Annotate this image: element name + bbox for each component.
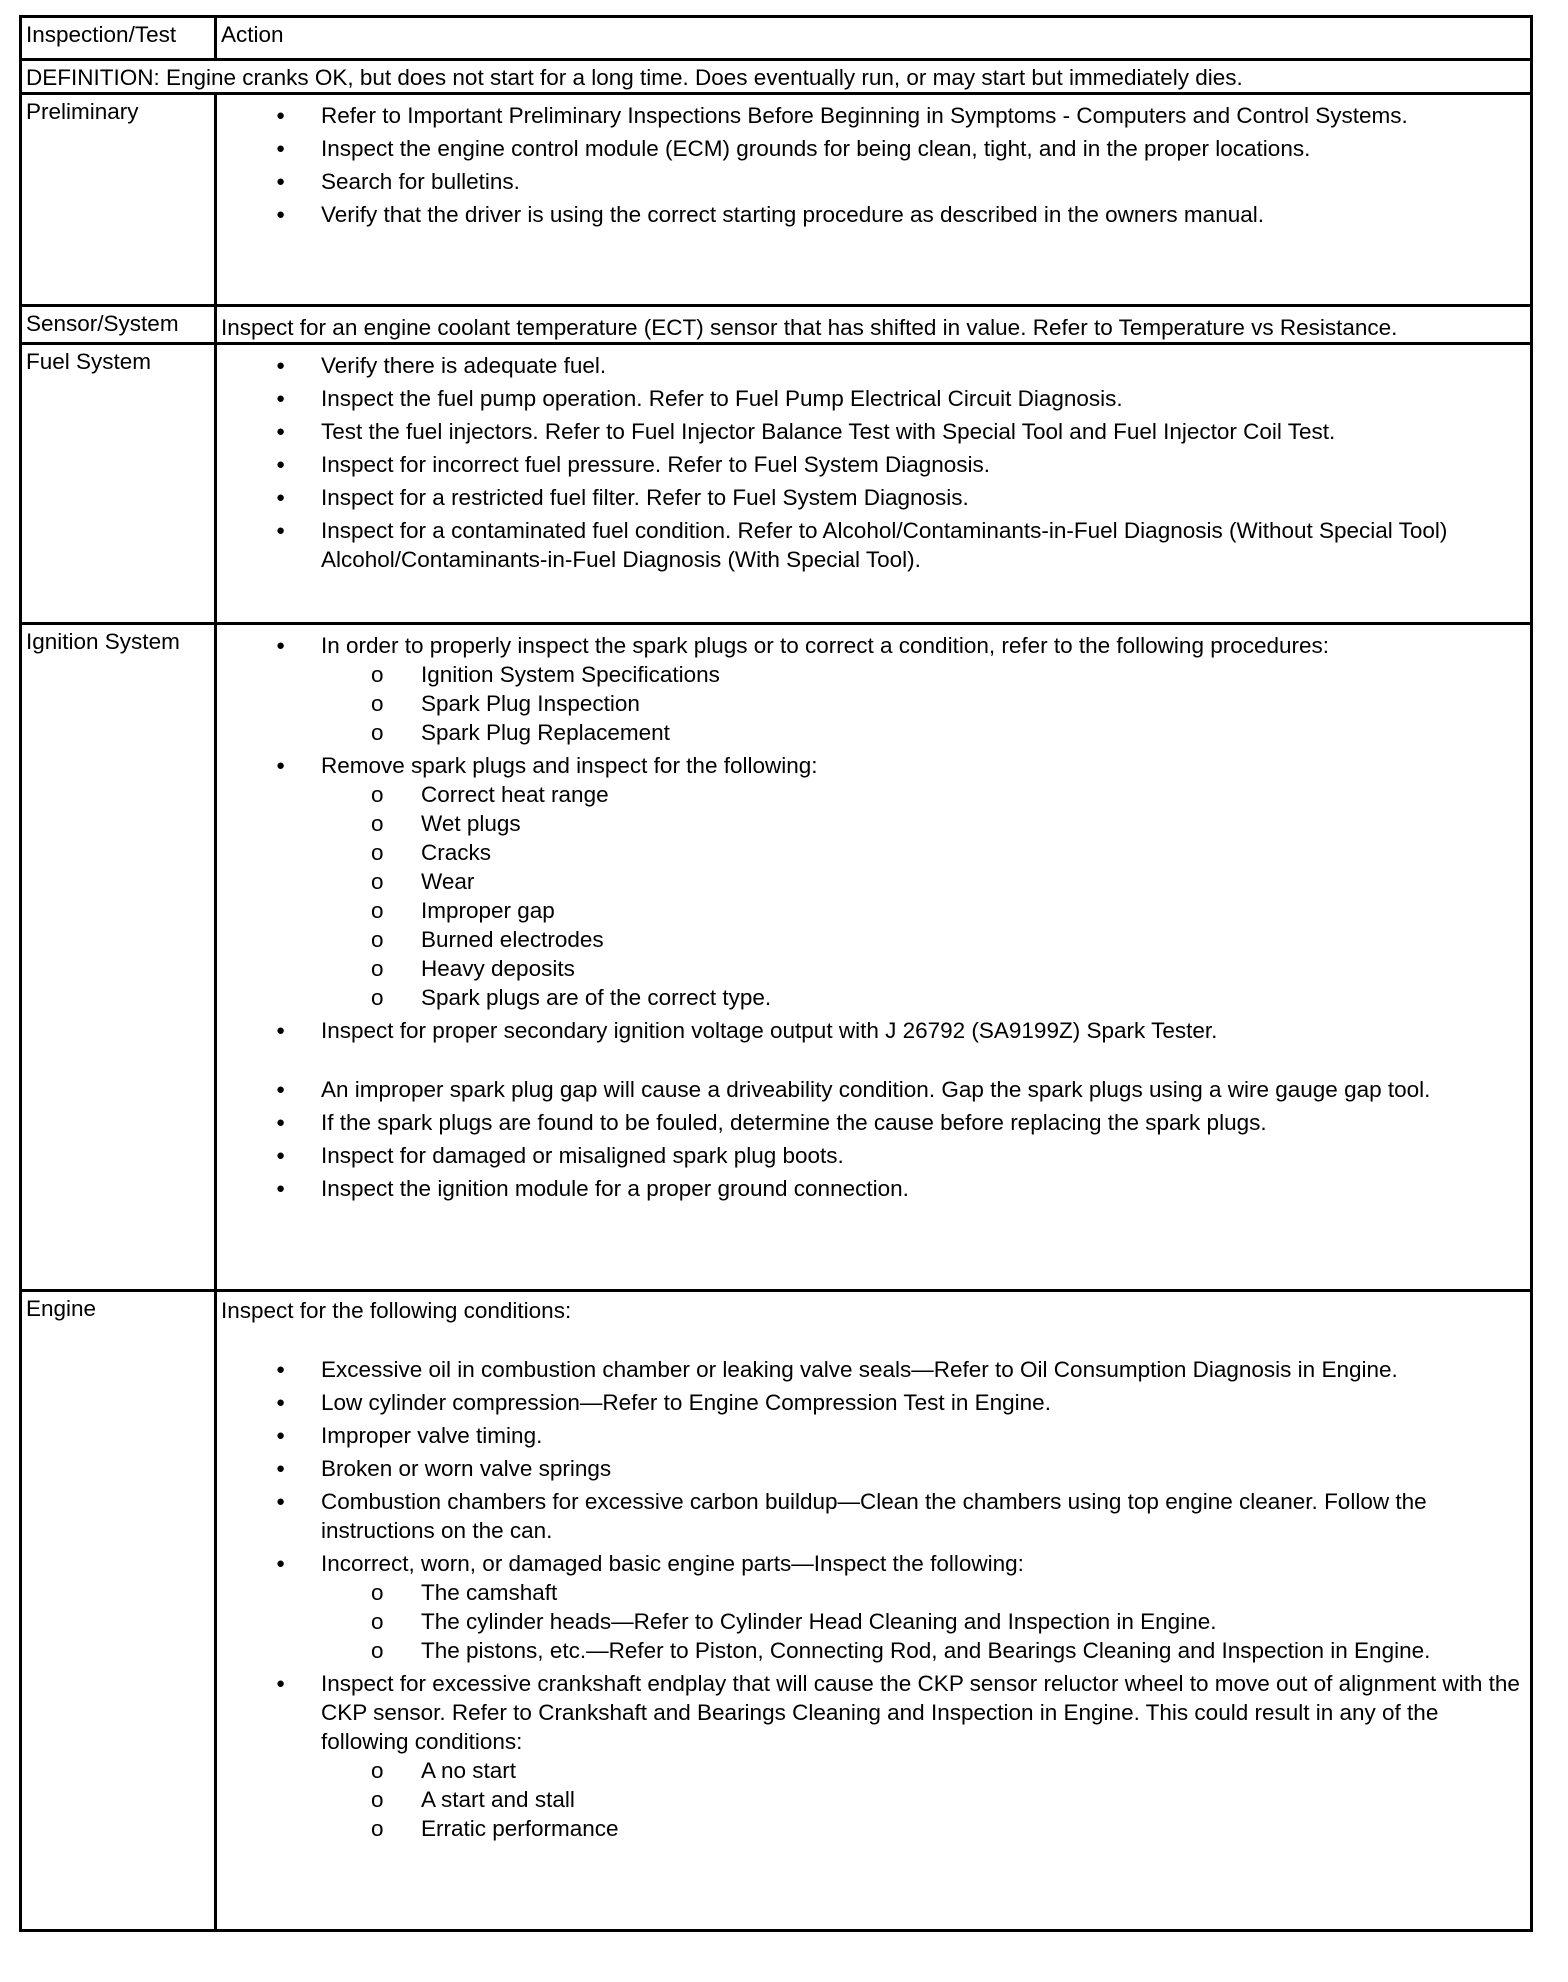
list-item: ● Search for bulletins. — [221, 167, 1526, 196]
engine-intro: Inspect for the following conditions: — [221, 1298, 572, 1323]
sub-list-item: o A no start — [321, 1756, 1526, 1785]
bullet-list — [221, 631, 1526, 1045]
sub-list-item: o Burned electrodes — [321, 925, 1526, 954]
row-preliminary — [21, 94, 1532, 306]
sub-list-item: o Wear — [321, 867, 1526, 896]
diagnosis-table — [19, 15, 1533, 1932]
row-fuel-system — [21, 344, 1532, 624]
sub-list-item: o Spark plugs are of the correct type. — [321, 983, 1526, 1012]
row-action — [216, 94, 1532, 306]
list-item: ● Inspect for damaged or misaligned spark plug boots. — [221, 1141, 1526, 1170]
row-sensor-system — [21, 306, 1532, 344]
row-action — [216, 624, 1532, 1291]
list-item: ● Refer to Important Preliminary Inspections Before Beginning in Symptoms - Computers and Control Systems. — [221, 101, 1526, 130]
list-item: ● Combustion chambers for excessive carbon buildup—Clean the chambers using top engine cleaner. Follow the instructions on the can. — [221, 1487, 1526, 1545]
list-item: ● Verify that the driver is using the correct starting procedure as described in the owners manual. — [221, 200, 1526, 229]
sub-list-item: o Correct heat range — [321, 780, 1526, 809]
list-item — [221, 751, 1526, 1012]
sub-list-item: o The pistons, etc.—Refer to Piston, Connecting Rod, and Bearings Cleaning and Inspection in Engine. — [321, 1636, 1526, 1665]
row-label: Ignition System — [21, 624, 216, 1291]
list-item-text: In order to properly inspect the spark plugs or to correct a condition, refer to the following procedures: — [321, 633, 1330, 658]
sub-list-item: o The cylinder heads—Refer to Cylinder Head Cleaning and Inspection in Engine. — [321, 1607, 1526, 1636]
bullet-list — [221, 1075, 1526, 1203]
sub-list-item: o Improper gap — [321, 896, 1526, 925]
row-action: Inspect for an engine coolant temperature (ECT) sensor that has shifted in value. Refer to Temperature vs Resistance. — [216, 306, 1532, 344]
sub-list-item: o Heavy deposits — [321, 954, 1526, 983]
list-item: ● Inspect the ignition module for a proper ground connection. — [221, 1174, 1526, 1203]
list-item-text: Incorrect, worn, or damaged basic engine parts—Inspect the following: — [321, 1551, 1024, 1576]
row-action — [216, 344, 1532, 624]
header-action: Action — [216, 17, 1532, 60]
sub-list-item: o Cracks — [321, 838, 1526, 867]
list-item: ● Inspect for a contaminated fuel condition. Refer to Alcohol/Contaminants-in-Fuel Diagnosis (Without Special Tool) Alcohol/Contaminants-in-Fuel Diagnosis (With Special Tool). — [221, 516, 1526, 574]
row-label: Fuel System — [21, 344, 216, 624]
sub-list-item: o Spark Plug Replacement — [321, 718, 1526, 747]
list-item: ● Excessive oil in combustion chamber or leaking valve seals—Refer to Oil Consumption Diagnosis in Engine. — [221, 1355, 1526, 1384]
list-item — [221, 1669, 1526, 1843]
list-item: ● Inspect the engine control module (ECM) grounds for being clean, tight, and in the proper locations. — [221, 134, 1526, 163]
list-item — [221, 1549, 1526, 1665]
list-item: ● Inspect the fuel pump operation. Refer to Fuel Pump Electrical Circuit Diagnosis. — [221, 384, 1526, 413]
spacer — [221, 1049, 1526, 1071]
header-inspection-test: Inspection/Test — [21, 17, 216, 60]
list-item-text: Remove spark plugs and inspect for the following: — [321, 753, 818, 778]
list-item: ● Broken or worn valve springs — [221, 1454, 1526, 1483]
row-label: Engine — [21, 1291, 216, 1931]
list-item: ● Test the fuel injectors. Refer to Fuel Injector Balance Test with Special Tool and Fuel Injector Coil Test. — [221, 417, 1526, 446]
bullet-list — [221, 1355, 1526, 1843]
list-item: ● Improper valve timing. — [221, 1421, 1526, 1450]
list-item: ● An improper spark plug gap will cause a driveability condition. Gap the spark plugs using a wire gauge gap tool. — [221, 1075, 1526, 1104]
row-ignition-system — [21, 624, 1532, 1291]
header-row — [21, 17, 1532, 60]
list-item: ● Inspect for proper secondary ignition voltage output with J 26792 (SA9199Z) Spark Tester. — [221, 1016, 1526, 1045]
sub-list-item: o Spark Plug Inspection — [321, 689, 1526, 718]
sub-list-item: o Ignition System Specifications — [321, 660, 1526, 689]
list-item: ● Low cylinder compression—Refer to Engine Compression Test in Engine. — [221, 1388, 1526, 1417]
sub-list-item: o A start and stall — [321, 1785, 1526, 1814]
list-item-text: Inspect for excessive crankshaft endplay that will cause the CKP sensor reluctor wheel to move out of alignment with the CKP sensor. Refer to Crankshaft and Bearings Cleaning and Inspection in Engine. This could result in any of the following conditions: — [321, 1671, 1520, 1754]
row-engine — [21, 1291, 1532, 1931]
list-item: ● If the spark plugs are found to be fouled, determine the cause before replacing the spark plugs. — [221, 1108, 1526, 1137]
sub-list — [321, 780, 1526, 1012]
sub-list — [321, 1578, 1526, 1665]
row-label: Preliminary — [21, 94, 216, 306]
sub-list-item: o The camshaft — [321, 1578, 1526, 1607]
sub-list-item: o Erratic performance — [321, 1814, 1526, 1843]
list-item: ● Inspect for incorrect fuel pressure. Refer to Fuel System Diagnosis. — [221, 450, 1526, 479]
spacer — [221, 1325, 1526, 1351]
sub-list — [321, 660, 1526, 747]
sub-list-item: o Wet plugs — [321, 809, 1526, 838]
sub-list — [321, 1756, 1526, 1843]
list-item: ● Inspect for a restricted fuel filter. Refer to Fuel System Diagnosis. — [221, 483, 1526, 512]
row-action — [216, 1291, 1532, 1931]
row-label: Sensor/System — [21, 306, 216, 344]
definition-text: DEFINITION: Engine cranks OK, but does not start for a long time. Does eventually run, or may start but immediately dies. — [21, 60, 1532, 94]
bullet-list — [221, 351, 1526, 574]
definition-row — [21, 60, 1532, 94]
list-item: ● Verify there is adequate fuel. — [221, 351, 1526, 380]
bullet-list — [221, 101, 1526, 229]
list-item — [221, 631, 1526, 747]
